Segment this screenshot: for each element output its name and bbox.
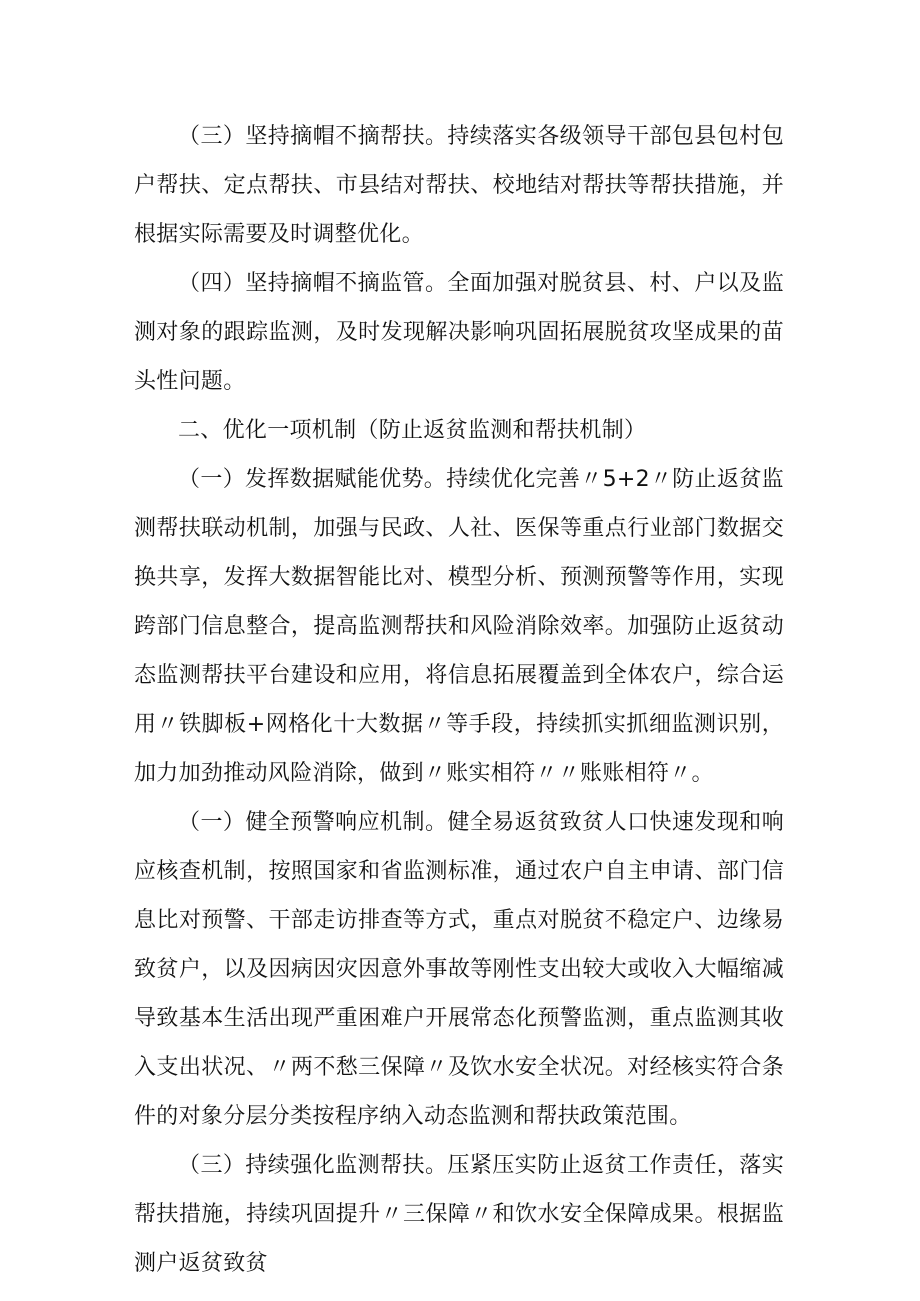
section-heading-mechanism: 二、优化一项机制（防止返贫监测和帮扶机制）: [178, 418, 647, 443]
paragraph-monitoring-support: （三）持续强化监测帮扶。压紧压实防止返贫工作责任，落实帮扶措施，持续巩固提升〃三保障〃和饮水安全保障成果。根据监测户返贫致贫: [134, 1153, 784, 1276]
paragraph-adhere-support: （三）坚持摘帽不摘帮扶。持续落实各级领导干部包县包村包户帮扶、定点帮扶、市县结对帮扶、校地结对帮扶等帮扶措施，并根据实际需要及时调整优化。: [134, 124, 784, 247]
paragraph-adhere-supervision: （四）坚持摘帽不摘监管。全面加强对脱贫县、村、户以及监测对象的跟踪监测，及时发现解决影响巩固拓展脱贫攻坚成果的苗头性问题。: [134, 271, 784, 394]
paragraph-data-empowerment: （一）发挥数据赋能优势。持续优化完善〃5+2〃防止返贫监测帮扶联动机制，加强与民政、人社、医保等重点行业部门数据交换共享，发挥大数据智能比对、模型分析、预测预警等作用，实现跨部门信息整合，提高监测帮扶和风险消除效率。加强防止返贫动态监测帮扶平台建设和应用，将信息拓展覆盖到全体农户，综合运用〃铁脚板+网格化十大数据〃等手段，持续抓实抓细监测识别，加力加劲推动风险消除，做到〃账实相符〃〃账账相符〃。: [134, 467, 784, 786]
paragraph-early-warning: （一）健全预警响应机制。健全易返贫致贫人口快速发现和响应核查机制，按照国家和省监测标准，通过农户自主申请、部门信息比对预警、干部走访排查等方式，重点对脱贫不稳定户、边缘易致贫户，以及因病因灾因意外事故等刚性支出较大或收入大幅缩减导致基本生活出现严重困难户开展常态化预警监测，重点监测其收入支出状况、〃两不愁三保障〃及饮水安全状况。对经核实符合条件的对象分层分类按程序纳入动态监测和帮扶政策范围。: [134, 810, 784, 1129]
document-body: [134, 112, 784, 1288]
